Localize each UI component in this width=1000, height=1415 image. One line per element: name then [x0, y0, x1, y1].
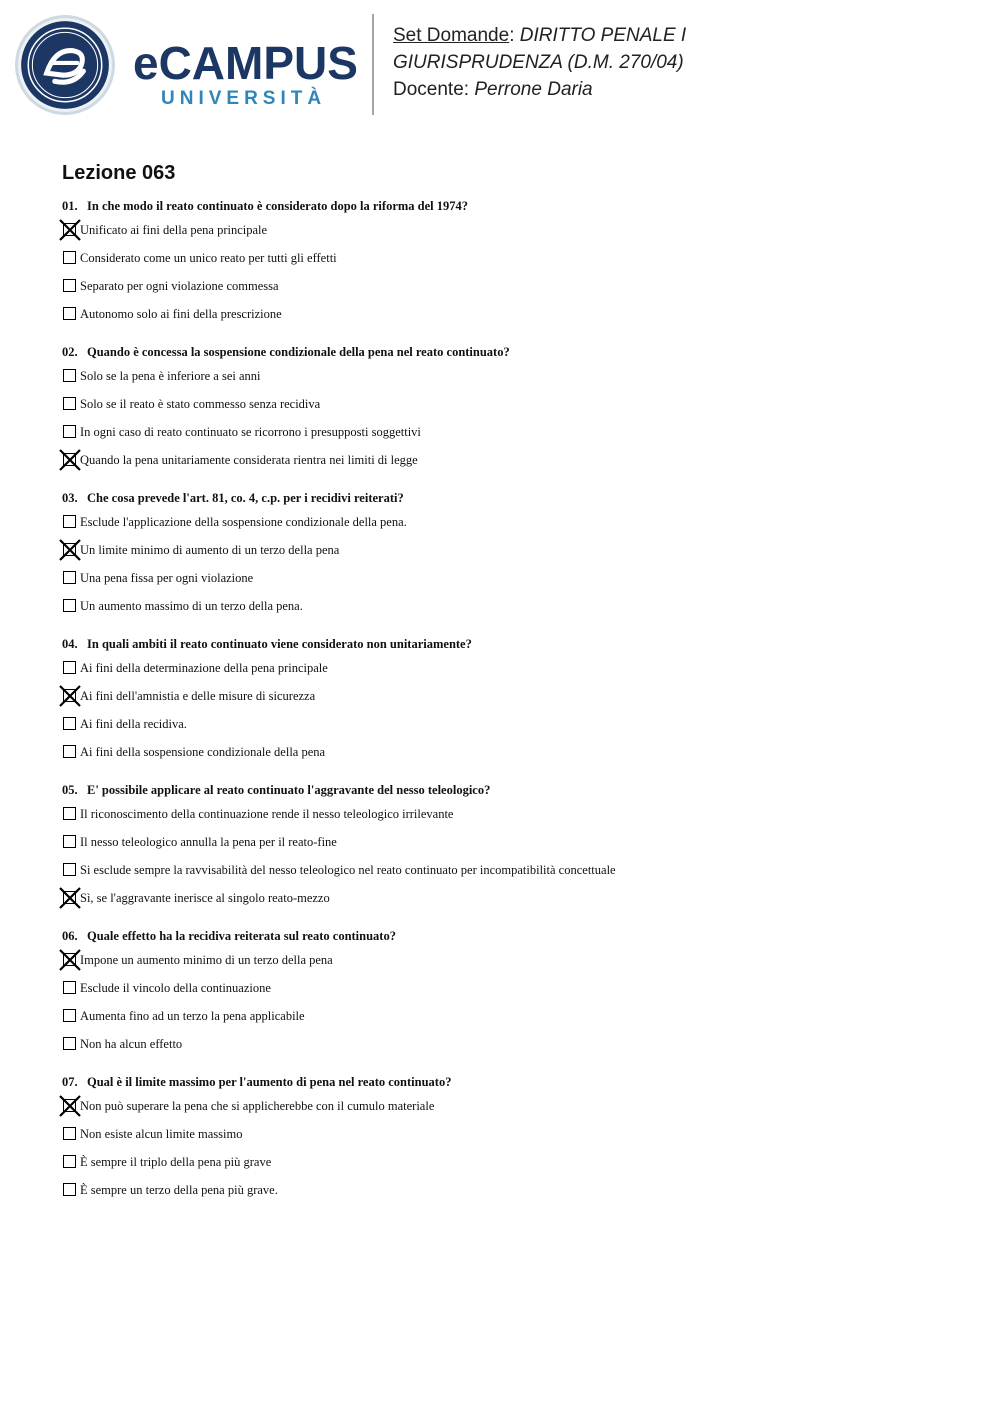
checkbox-icon — [63, 571, 76, 584]
brand-wordmark — [133, 38, 358, 110]
question-title — [62, 488, 962, 508]
brand-subtitle: UNIVERSITÀ — [161, 88, 327, 109]
answer-text: Ai fini dell'amnistia e delle misure di sicurezza — [80, 689, 316, 703]
answer-option — [62, 244, 962, 272]
question-title — [62, 196, 962, 216]
question-text: E' possibile applicare al reato continuato l'aggravante del nesso teleologico? — [87, 783, 491, 797]
answer-text: Non ha alcun effetto — [80, 1037, 183, 1051]
answer-text: Non può superare la pena che si applicherebbe con il cumulo materiale — [80, 1099, 435, 1113]
question-block — [62, 634, 962, 766]
checkbox-icon — [63, 307, 76, 320]
answer-option — [62, 1148, 962, 1176]
answer-text: Solo se il reato è stato commesso senza recidiva — [80, 397, 321, 411]
answer-text: Il riconoscimento della continuazione rende il nesso teleologico irrilevante — [80, 807, 454, 821]
checkbox-icon — [63, 599, 76, 612]
answer-text: Il nesso teleologico annulla la pena per il reato-fine — [80, 835, 337, 849]
checkbox-icon — [63, 807, 76, 820]
answer-option — [62, 738, 962, 766]
checkbox-icon — [63, 1009, 76, 1022]
answer-text: Un limite minimo di aumento di un terzo della pena — [80, 543, 340, 557]
question-text: Che cosa prevede l'art. 81, co. 4, c.p. per i recidivi reiterati? — [87, 491, 404, 505]
answer-text: Ai fini della recidiva. — [80, 717, 187, 731]
answer-text: Ai fini della determinazione della pena principale — [80, 661, 328, 675]
set-label: Set Domande — [393, 25, 510, 46]
question-title — [62, 780, 962, 800]
answer-text: Solo se la pena è inferiore a sei anni — [80, 369, 261, 383]
checkbox-icon — [63, 1183, 76, 1196]
checkbox-icon — [63, 369, 76, 382]
question-number: 03. — [62, 491, 78, 505]
question-text: Quale effetto ha la recidiva reiterata sul reato continuato? — [87, 929, 396, 943]
answer-text: Esclude l'applicazione della sospensione condizionale della pena. — [80, 515, 407, 529]
question-text: Quando è concessa la sospensione condizionale della pena nel reato continuato? — [87, 345, 510, 359]
question-text: In quali ambiti il reato continuato viene considerato non unitariamente? — [87, 637, 472, 651]
question-number: 05. — [62, 783, 78, 797]
check-cross-icon — [58, 1094, 82, 1118]
question-list — [62, 196, 962, 1218]
question-block — [62, 780, 962, 912]
teacher-name: Perrone Daria — [474, 79, 593, 100]
check-cross-icon — [58, 886, 82, 910]
question-title — [62, 926, 962, 946]
answer-option — [62, 1030, 962, 1058]
answer-option — [62, 654, 962, 682]
question-block — [62, 926, 962, 1058]
question-block — [62, 1072, 962, 1204]
answer-option — [62, 362, 962, 390]
checkbox-icon — [63, 863, 76, 876]
answer-option — [62, 536, 962, 564]
check-cross-icon — [58, 448, 82, 472]
question-number: 02. — [62, 345, 78, 359]
answer-option — [62, 592, 962, 620]
answer-option — [62, 946, 962, 974]
answer-text: Considerato come un unico reato per tutti gli effetti — [80, 251, 337, 265]
check-cross-icon — [58, 684, 82, 708]
lesson-title: Lezione 063 — [62, 162, 176, 184]
answer-option — [62, 856, 962, 884]
question-text: In che modo il reato continuato è considerato dopo la riforma del 1974? — [87, 199, 468, 213]
answer-option — [62, 884, 962, 912]
answer-option — [62, 1176, 962, 1204]
answer-text: Una pena fissa per ogni violazione — [80, 571, 254, 585]
checkbox-icon — [63, 1037, 76, 1050]
checkbox-icon — [63, 279, 76, 292]
checkbox-icon — [63, 515, 76, 528]
answer-text: È sempre il triplo della pena più grave — [80, 1155, 272, 1169]
answer-option — [62, 800, 962, 828]
question-number: 04. — [62, 637, 78, 651]
answer-option — [62, 828, 962, 856]
answer-text: Aumenta fino ad un terzo la pena applicabile — [80, 1009, 305, 1023]
answer-option — [62, 508, 962, 536]
checkbox-icon — [63, 397, 76, 410]
answer-text: Impone un aumento minimo di un terzo della pena — [80, 953, 333, 967]
answer-text: Unificato ai fini della pena principale — [80, 223, 268, 237]
question-title — [62, 634, 962, 654]
checkbox-icon — [63, 661, 76, 674]
answer-option — [62, 216, 962, 244]
answer-option — [62, 710, 962, 738]
answer-text: È sempre un terzo della pena più grave. — [80, 1183, 278, 1197]
answer-option — [62, 1120, 962, 1148]
answer-text: Autonomo solo ai fini della prescrizione — [80, 307, 282, 321]
question-block — [62, 342, 962, 474]
answer-text: Ai fini della sospensione condizionale della pena — [80, 745, 326, 759]
course-info — [393, 22, 686, 103]
checkbox-icon — [63, 745, 76, 758]
answer-option — [62, 418, 962, 446]
course-name: DIRITTO PENALE I — [519, 25, 687, 46]
question-title — [62, 1072, 962, 1092]
answer-text: Separato per ogni violazione commessa — [80, 279, 279, 293]
answer-option — [62, 1002, 962, 1030]
program-name: GIURISPRUDENZA (D.M. 270/04) — [393, 52, 684, 73]
check-cross-icon — [58, 538, 82, 562]
answer-text: Un aumento massimo di un terzo della pena. — [80, 599, 303, 613]
answer-text: Non esiste alcun limite massimo — [80, 1127, 243, 1141]
teacher-line: Docente: Perrone Daria — [393, 79, 593, 100]
answer-text: Esclude il vincolo della continuazione — [80, 981, 271, 995]
answer-option — [62, 1092, 962, 1120]
question-block — [62, 196, 962, 328]
checkbox-icon — [63, 1127, 76, 1140]
answer-option — [62, 682, 962, 710]
checkbox-icon — [63, 1155, 76, 1168]
set-line: Set Domande: DIRITTO PENALE I — [393, 25, 687, 46]
checkbox-icon — [63, 425, 76, 438]
question-block — [62, 488, 962, 620]
checkbox-icon — [63, 717, 76, 730]
answer-option — [62, 300, 962, 328]
question-number: 07. — [62, 1075, 78, 1089]
answer-text: Sì, se l'aggravante inerisce al singolo reato-mezzo — [80, 891, 330, 905]
checkbox-icon — [63, 835, 76, 848]
answer-option — [62, 974, 962, 1002]
question-number: 01. — [62, 199, 78, 213]
teacher-label: Docente — [393, 79, 464, 100]
answer-option — [62, 446, 962, 474]
answer-option — [62, 390, 962, 418]
university-seal-logo — [14, 14, 116, 116]
check-cross-icon — [58, 948, 82, 972]
answer-option — [62, 272, 962, 300]
answer-option — [62, 564, 962, 592]
brand-name: eCAMPUS — [133, 37, 358, 89]
question-number: 06. — [62, 929, 78, 943]
question-title — [62, 342, 962, 362]
answer-text: In ogni caso di reato continuato se ricorrono i presupposti soggettivi — [80, 425, 421, 439]
answer-text: Si esclude sempre la ravvisabilità del nesso teleologico nel reato continuato per incompatibilità concettuale — [80, 863, 616, 877]
checkbox-icon — [63, 981, 76, 994]
check-cross-icon — [58, 218, 82, 242]
header-divider — [372, 14, 374, 115]
question-text: Qual è il limite massimo per l'aumento di pena nel reato continuato? — [87, 1075, 452, 1089]
answer-text: Quando la pena unitariamente considerata rientra nei limiti di legge — [80, 453, 418, 467]
document-header — [0, 0, 1000, 130]
checkbox-icon — [63, 251, 76, 264]
